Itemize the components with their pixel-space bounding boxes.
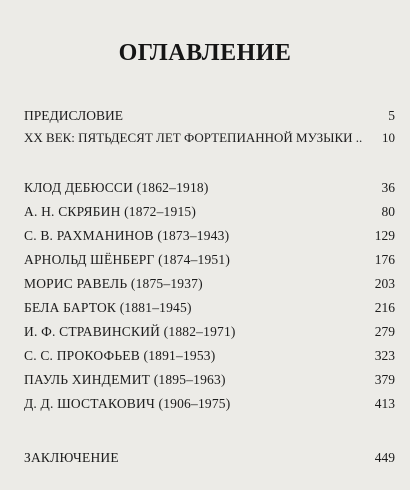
toc-entry-page: 279 [374,324,395,339]
bleed-through-text [0,0,410,40]
toc-entry-scriabin[interactable] [24,204,395,221]
toc-entry-page: 449 [374,450,395,465]
toc-entry-label: ЗАКЛЮЧЕНИЕ [24,450,119,465]
toc-entry-label: И. Ф. СТРАВИНСКИЙ (1882–1971) [24,324,236,339]
toc-entry-stravinsky[interactable] [24,324,395,341]
toc-entry-rachmaninoff[interactable] [24,228,395,245]
toc-entry-page: 129 [374,228,395,243]
toc-entry-xx-century[interactable] [24,130,395,147]
toc-entry-page: 36 [381,180,395,195]
toc-entry-ravel[interactable] [24,276,395,293]
toc-entry-label: ПРЕДИСЛОВИЕ [24,108,124,123]
toc-entry-label: А. Н. СКРЯБИН (1872–1915) [24,204,197,219]
toc-entry-page: 5 [388,108,395,123]
toc-entry-schoenberg[interactable] [24,252,395,269]
toc-entry-page: 80 [381,204,395,219]
toc-entry-conclusion[interactable] [24,450,395,467]
toc-entry-hindemith[interactable] [24,372,395,389]
toc-entry-label: ПАУЛЬ ХИНДЕМИТ (1895–1963) [24,372,226,387]
toc-entry-preface[interactable] [24,108,395,125]
toc-entry-debussy[interactable] [24,180,395,197]
toc-entry-label: XX ВЕК: ПЯТЬДЕСЯТ ЛЕТ ФОРТЕПИАННОЙ МУЗЫКИ .. [24,130,363,145]
toc-entry-page: 413 [374,396,395,411]
toc-entry-prokofiev[interactable] [24,348,395,365]
toc-entry-page: 176 [374,252,395,267]
page-title: ОГЛАВЛЕНИЕ [118,40,292,66]
toc-entry-page: 323 [374,348,395,363]
toc-entry-label: С. С. ПРОКОФЬЕВ (1891–1953) [24,348,216,363]
toc-entry-label: АРНОЛЬД ШЁНБЕРГ (1874–1951) [24,252,231,267]
toc-entry-label: С. В. РАХМАНИНОВ (1873–1943) [24,228,230,243]
toc-entry-page: 203 [374,276,395,291]
toc-entry-label: БЕЛА БАРТОК (1881–1945) [24,300,192,315]
toc-entry-bartok[interactable] [24,300,395,317]
toc-entry-label: Д. Д. ШОСТАКОВИЧ (1906–1975) [24,396,231,411]
toc-entry-page: 379 [374,372,395,387]
toc-entry-page: 10 [382,130,395,145]
toc-entry-shostakovich[interactable] [24,396,395,413]
toc-entry-label: КЛОД ДЕБЮССИ (1862–1918) [24,180,209,195]
toc-entry-label: МОРИС РАВЕЛЬ (1875–1937) [24,276,203,291]
toc-entry-page: 216 [374,300,395,315]
